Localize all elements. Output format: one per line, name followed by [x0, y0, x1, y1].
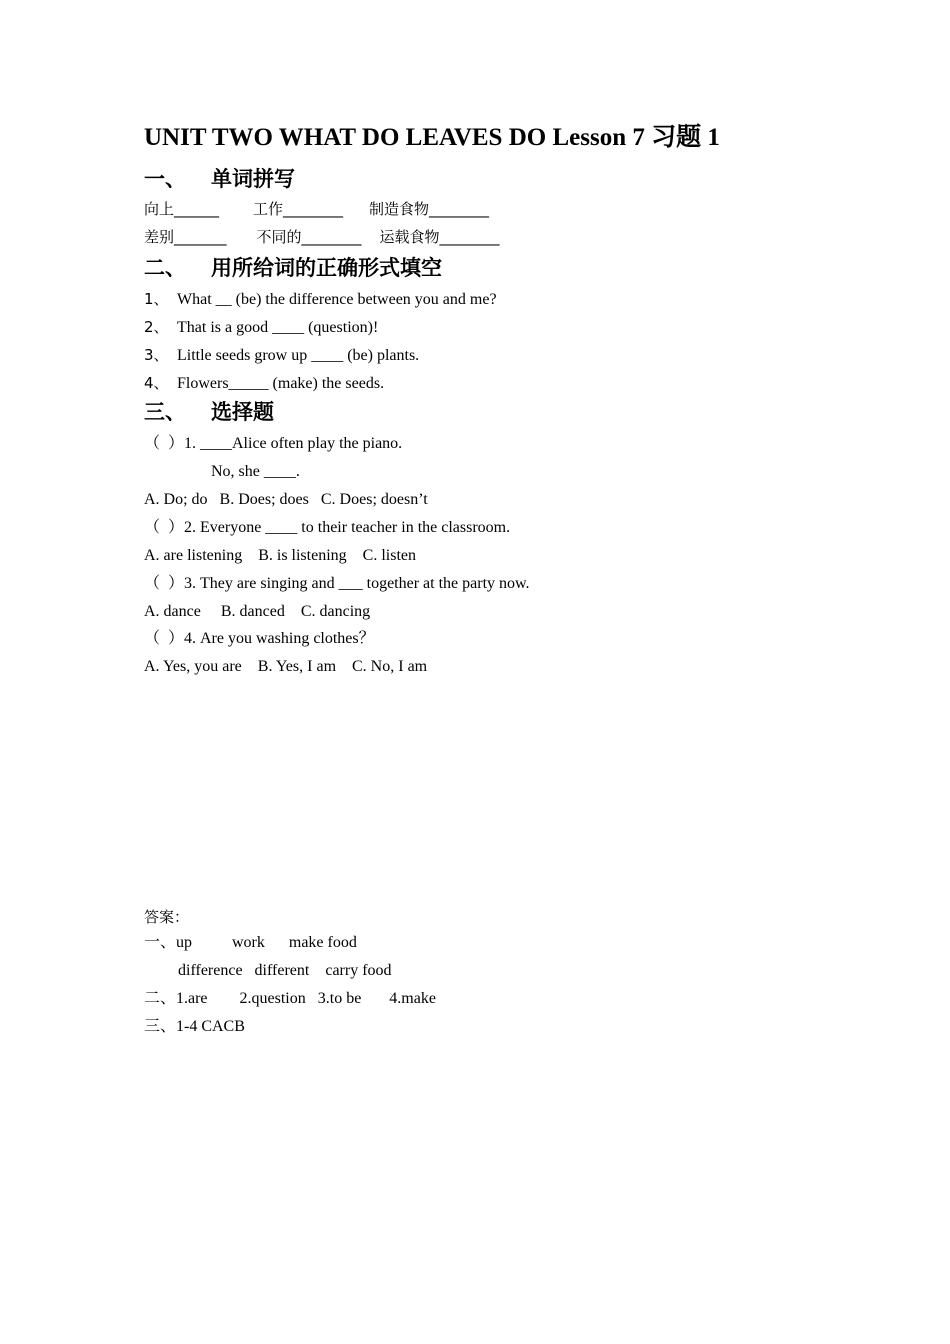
answers-label: 答案： — [144, 908, 190, 926]
spelling-row-1 — [144, 197, 489, 221]
fill-item-1: 1、 What __ (be) the difference between you and me? — [144, 290, 497, 308]
choice-question-3: （ ）3. They are singing and ___ together at the party now. — [144, 575, 530, 592]
spelling-row-2 — [144, 225, 500, 249]
answers-line-4: 三、1-4 CACB — [144, 1018, 245, 1035]
spelling-item: 运载食物________ — [379, 228, 500, 246]
choice-options-3: A. dance B. danced C. dancing — [144, 603, 371, 620]
spelling-item: 工作________ — [253, 200, 344, 218]
choice-options-4: A. Yes, you are B. Yes, I am C. No, I am — [144, 658, 428, 675]
spelling-item: 制造食物________ — [369, 200, 490, 218]
fill-item-3: 3、 Little seeds grow up ____ (be) plants. — [144, 346, 420, 364]
choice-options-1: A. Do; do B. Does; does C. Does; doesn’t — [144, 491, 428, 508]
answers-line-3: 二、1.are 2.question 3.to be 4.make — [144, 990, 436, 1007]
section-3-title: 选择题 — [211, 400, 274, 424]
section-3-number: 三、 — [144, 400, 186, 424]
page-title: UNIT TWO WHAT DO LEAVES DO Lesson 7 习题 1 — [144, 124, 720, 151]
spelling-item: 差别_______ — [144, 228, 227, 246]
section-2-number: 二、 — [144, 256, 186, 280]
spelling-item: 向上______ — [144, 200, 220, 218]
choice-question-1-response: No, she ____. — [211, 463, 300, 480]
section-1-number: 一、 — [144, 167, 186, 191]
fill-item-4: 4、 Flowers_____ (make) the seeds. — [144, 374, 385, 392]
choice-question-4: （ ）4. Are you washing clothes？ — [144, 630, 375, 647]
spelling-item: 不同的________ — [256, 228, 362, 246]
choice-question-1: （ ）1. ____Alice often play the piano. — [144, 435, 403, 452]
section-2-heading — [144, 253, 442, 283]
section-2-title: 用所给词的正确形式填空 — [211, 256, 442, 280]
choice-options-2: A. are listening B. is listening C. listen — [144, 547, 416, 564]
section-1-title: 单词拼写 — [211, 167, 295, 191]
section-3-heading — [144, 397, 274, 427]
answers-line-1: 一、up work make food — [144, 934, 357, 951]
section-1-heading — [144, 164, 295, 194]
answers-line-2: difference different carry food — [178, 962, 392, 979]
choice-question-2: （ ）2. Everyone ____ to their teacher in the classroom. — [144, 519, 511, 536]
fill-item-2: 2、 That is a good ____ (question)! — [144, 318, 379, 336]
